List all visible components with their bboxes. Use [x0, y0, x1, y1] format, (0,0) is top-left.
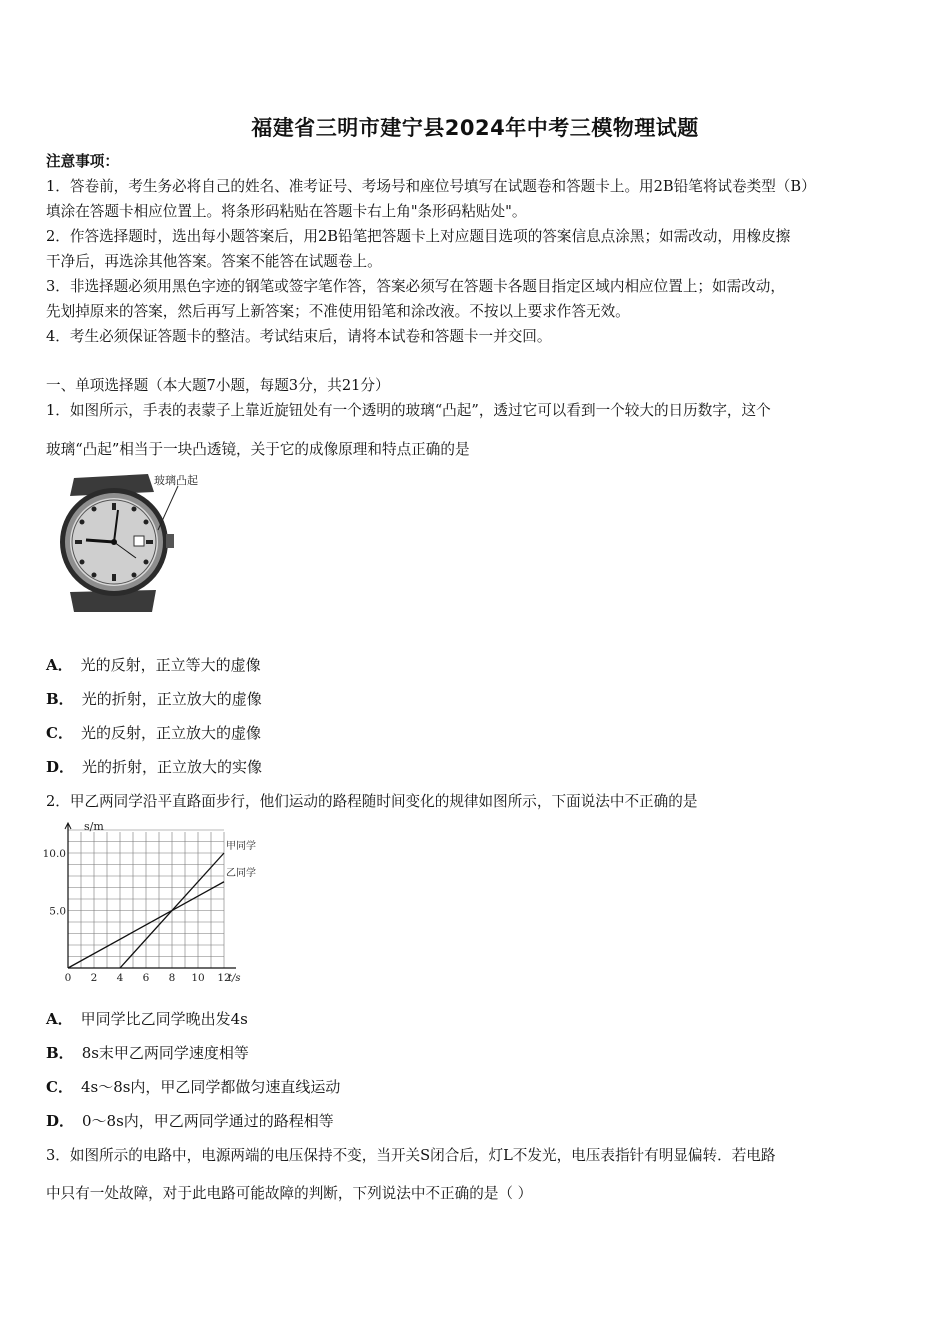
x-tick-label: 6: [142, 972, 150, 984]
question-3-text: 中只有一处故障，对于此电路可能故障的判断，下列说法中不正确的是（ ）: [46, 1185, 533, 1202]
option-letter: C．: [46, 1078, 73, 1096]
option-text: 光的反射，正立等大的虚像: [80, 656, 261, 674]
watch-figure: [56, 470, 226, 615]
legend-label: 乙同学: [226, 867, 256, 879]
option-text: 8s末甲乙两同学速度相等: [81, 1044, 249, 1062]
option-letter: B．: [46, 1044, 74, 1062]
legend-label: 甲同学: [226, 841, 256, 852]
option-text: 0～8s内，甲乙两同学通过的路程相等: [82, 1112, 334, 1130]
x-tick-label: 10: [191, 972, 205, 984]
notice-line: 3．非选择题必须用黑色字迹的钢笔或签字笔作答，答案必须写在答题卡各题目指定区域内相应位置上；如需改动，: [46, 278, 785, 295]
y-tick-label: 5.0: [49, 905, 66, 918]
notice-line: 4．考生必须保证答题卡的整洁。考试结束后，请将本试卷和答题卡一并交回。: [46, 328, 552, 345]
page-title: 福建省三明市建宁县2024年中考三模物理试题: [251, 116, 699, 140]
question-2-text: 2．甲乙两同学沿平直路面步行，他们运动的路程随时间变化的规律如图所示，下面说法中不正确的是: [46, 793, 698, 810]
question-1-text: 1．如图所示，手表的表蒙子上靠近旋钮处有一个透明的玻璃“凸起”，透过它可以看到一个较大的日历数字，这个: [46, 402, 771, 419]
question-2-option[interactable]: [46, 1009, 248, 1029]
question-1-option[interactable]: [46, 689, 262, 709]
option-text: 甲同学比乙同学晚出发4s: [80, 1010, 248, 1028]
question-1-option[interactable]: [46, 723, 261, 743]
x-axis-label: t/s: [228, 973, 241, 984]
notice-line: 干净后，再选涂其他答案。答案不能答在试题卷上。: [46, 253, 382, 270]
option-letter: C．: [46, 724, 73, 742]
question-2-option[interactable]: [46, 1043, 249, 1063]
question-1-option[interactable]: [46, 655, 261, 675]
watch-figure-label: 玻璃凸起: [154, 474, 198, 487]
option-text: 光的反射，正立放大的虚像: [80, 724, 261, 742]
option-text: 4s～8s内，甲乙同学都做匀速直线运动: [80, 1078, 341, 1096]
option-letter: D．: [46, 1112, 75, 1130]
question-2-option[interactable]: [46, 1077, 340, 1097]
notice-line: 先划掉原来的答案，然后再写上新答案；不准使用铅笔和涂改液。不按以上要求作答无效。: [46, 303, 630, 320]
question-1-option[interactable]: [46, 757, 262, 777]
y-axis-label: s/m: [84, 820, 104, 833]
x-tick-label: 12: [217, 972, 231, 984]
section-heading: 一、单项选择题（本大题7小题，每题3分，共21分）: [46, 377, 390, 394]
option-letter: A．: [46, 656, 73, 674]
notice-heading: 注意事项：: [46, 153, 119, 170]
option-letter: B．: [46, 690, 74, 708]
st-graph: [40, 818, 256, 987]
y-tick-label: 10.0: [42, 848, 66, 860]
x-tick-label: 0: [64, 972, 72, 984]
x-tick-label: 2: [90, 972, 98, 984]
option-letter: D．: [46, 758, 75, 776]
question-3-text: 3．如图所示的电路中，电源两端的电压保持不变，当开关S闭合后，灯L不发光，电压表指针有明显偏转．若电路: [46, 1147, 776, 1164]
notice-line: 1．答卷前，考生务必将自己的姓名、准考证号、考场号和座位号填写在试题卷和答题卡上。用2B铅笔将试卷类型（B）: [46, 178, 816, 195]
x-tick-label: 4: [116, 972, 124, 984]
notice-line: 2．作答选择题时，选出每小题答案后，用2B铅笔把答题卡上对应题目选项的答案信息点涂黑；如需改动，用橡皮擦: [46, 228, 791, 245]
option-text: 光的折射，正立放大的虚像: [81, 690, 262, 708]
question-2-option[interactable]: [46, 1111, 334, 1131]
notice-line: 填涂在答题卡相应位置上。将条形码粘贴在答题卡右上角"条形码粘贴处"。: [46, 203, 527, 220]
x-tick-label: 8: [168, 972, 176, 984]
question-1-text: 玻璃“凸起”相当于一块凸透镜，关于它的成像原理和特点正确的是: [46, 441, 470, 458]
option-text: 光的折射，正立放大的实像: [82, 758, 263, 776]
option-letter: A．: [46, 1010, 73, 1028]
